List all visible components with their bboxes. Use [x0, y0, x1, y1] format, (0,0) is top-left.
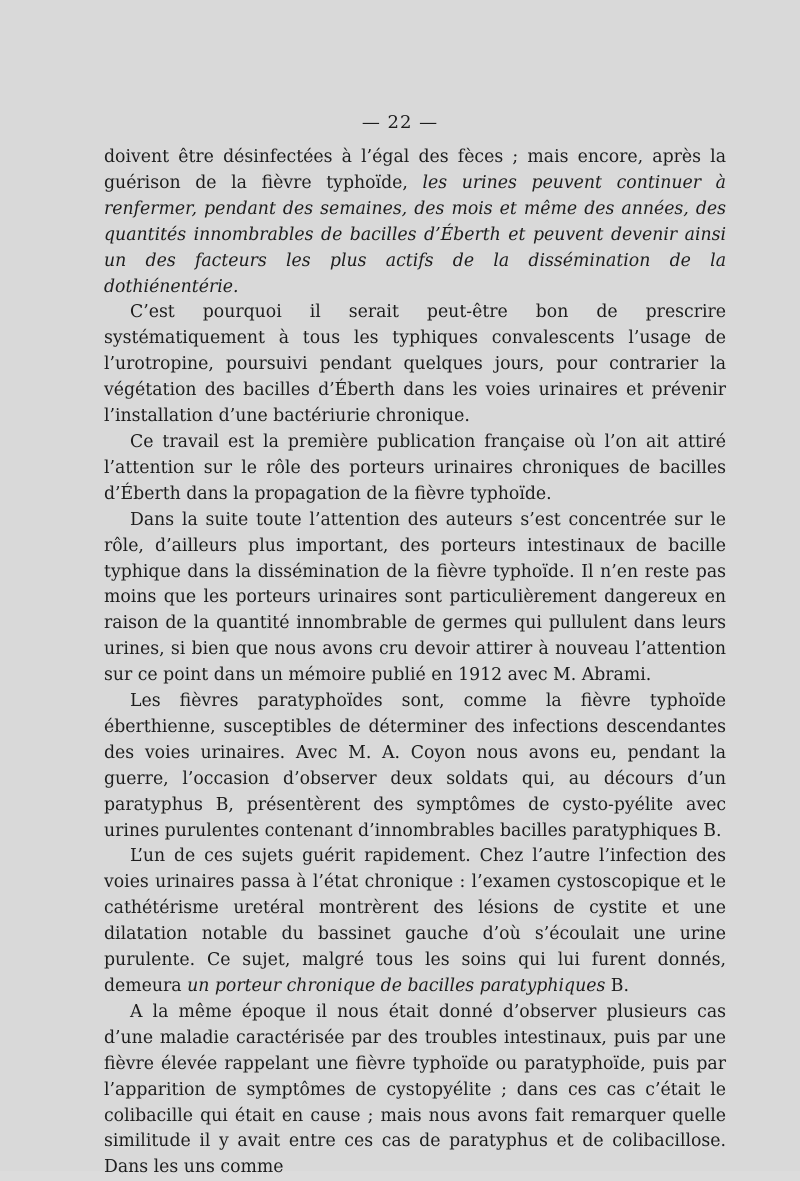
paragraph-7: A la même époque il nous était donné d’observer plusieurs cas d’une maladie caractérisée par des troubles intestinaux, puis par une fièvre élevée rappelant une fièvre typhoïde ou paratyphoïde, puis par l’apparition de symptômes de cystopyélite ; dans ces cas c’était le colibacille qui était en cause ; mais nous avons fait remarquer quelle similitude il y avait entre ces cas de paratyphus et de colibacillose. Dans les uns comme [104, 1001, 726, 1178]
page-number: — 22 — [361, 112, 439, 133]
paragraph-6-roman: L’un de ces sujets guérit rapidement. Chez l’autre l’infection des voies urinaires passa à l’état chronique : l’examen cystoscopique et le cathétérisme uretéral montrèrent des lésions de cystite et une dilatation notable du bassinet gauche d’où s’écoulait une urine purulente. Ce sujet, malgré tous les soins qui lui furent donnés, demeura [104, 846, 726, 996]
paragraph-1-roman: doivent être désinfectées à l’égal des fèces ; mais encore, après la guérison de la fièvre typhoïde, [104, 147, 726, 193]
paragraph-3: Ce travail est la première publication française où l’on ait attiré l’attention sur le rôle des porteurs urinaires chroniques de bacilles d’Éberth dans la propagation de la fièvre typhoïde. [104, 431, 726, 504]
paragraph-6-italic: un porteur chronique de bacilles paratyphiques [187, 976, 606, 996]
paragraph-2: C’est pourquoi il serait peut-être bon de prescrire systématiquement à tous les typhiques convalescents l’usage de l’urotropine, poursuivi pendant quelques jours, pour contrarier la végétation des bacilles d’Éberth dans les voies urinaires et prévenir l’installation d’une bactériurie chronique. [104, 302, 726, 427]
paragraph-1-italic: les urines peuvent continuer à renfermer, pendant des semaines, des mois et même des années, des quantités innombrables de bacilles d’Éberth et peuvent devenir ainsi un des facteurs les plus actifs de la dissémination de la dothiénentérie. [104, 172, 726, 297]
paragraph-4: Dans la suite toute l’attention des auteurs s’est concentrée sur le rôle, d’ailleurs plus important, des porteurs intestinaux de bacille typhique dans la dissémination de la fièvre typhoïde. Il n’en reste pas moins que les porteurs urinaires sont particulièrement dangereux en raison de la quantité innombrable de germes qui pullulent dans leurs urines, si bien que nous avons cru devoir attirer à nouveau l’attention sur ce point dans un mémoire publié en 1912 avec M. Abrami. [104, 509, 726, 686]
paragraph-6 [104, 844, 726, 999]
body-text [104, 145, 726, 1181]
paragraph-5: Les fièvres paratyphoïdes sont, comme la fièvre typhoïde éberthienne, susceptibles de déterminer des infections descendantes des voies urinaires. Avec M. A. Coyon nous avons eu, pendant la guerre, l’occasion d’observer deux soldats qui, au décours d’un paratyphus B, présentèrent des symptômes de cysto-pyélite avec urines purulentes contenant d’innombrables bacilles paratyphiques B. [104, 691, 726, 841]
paragraph-6-end: B. [605, 976, 629, 996]
paragraph-1 [104, 145, 726, 300]
